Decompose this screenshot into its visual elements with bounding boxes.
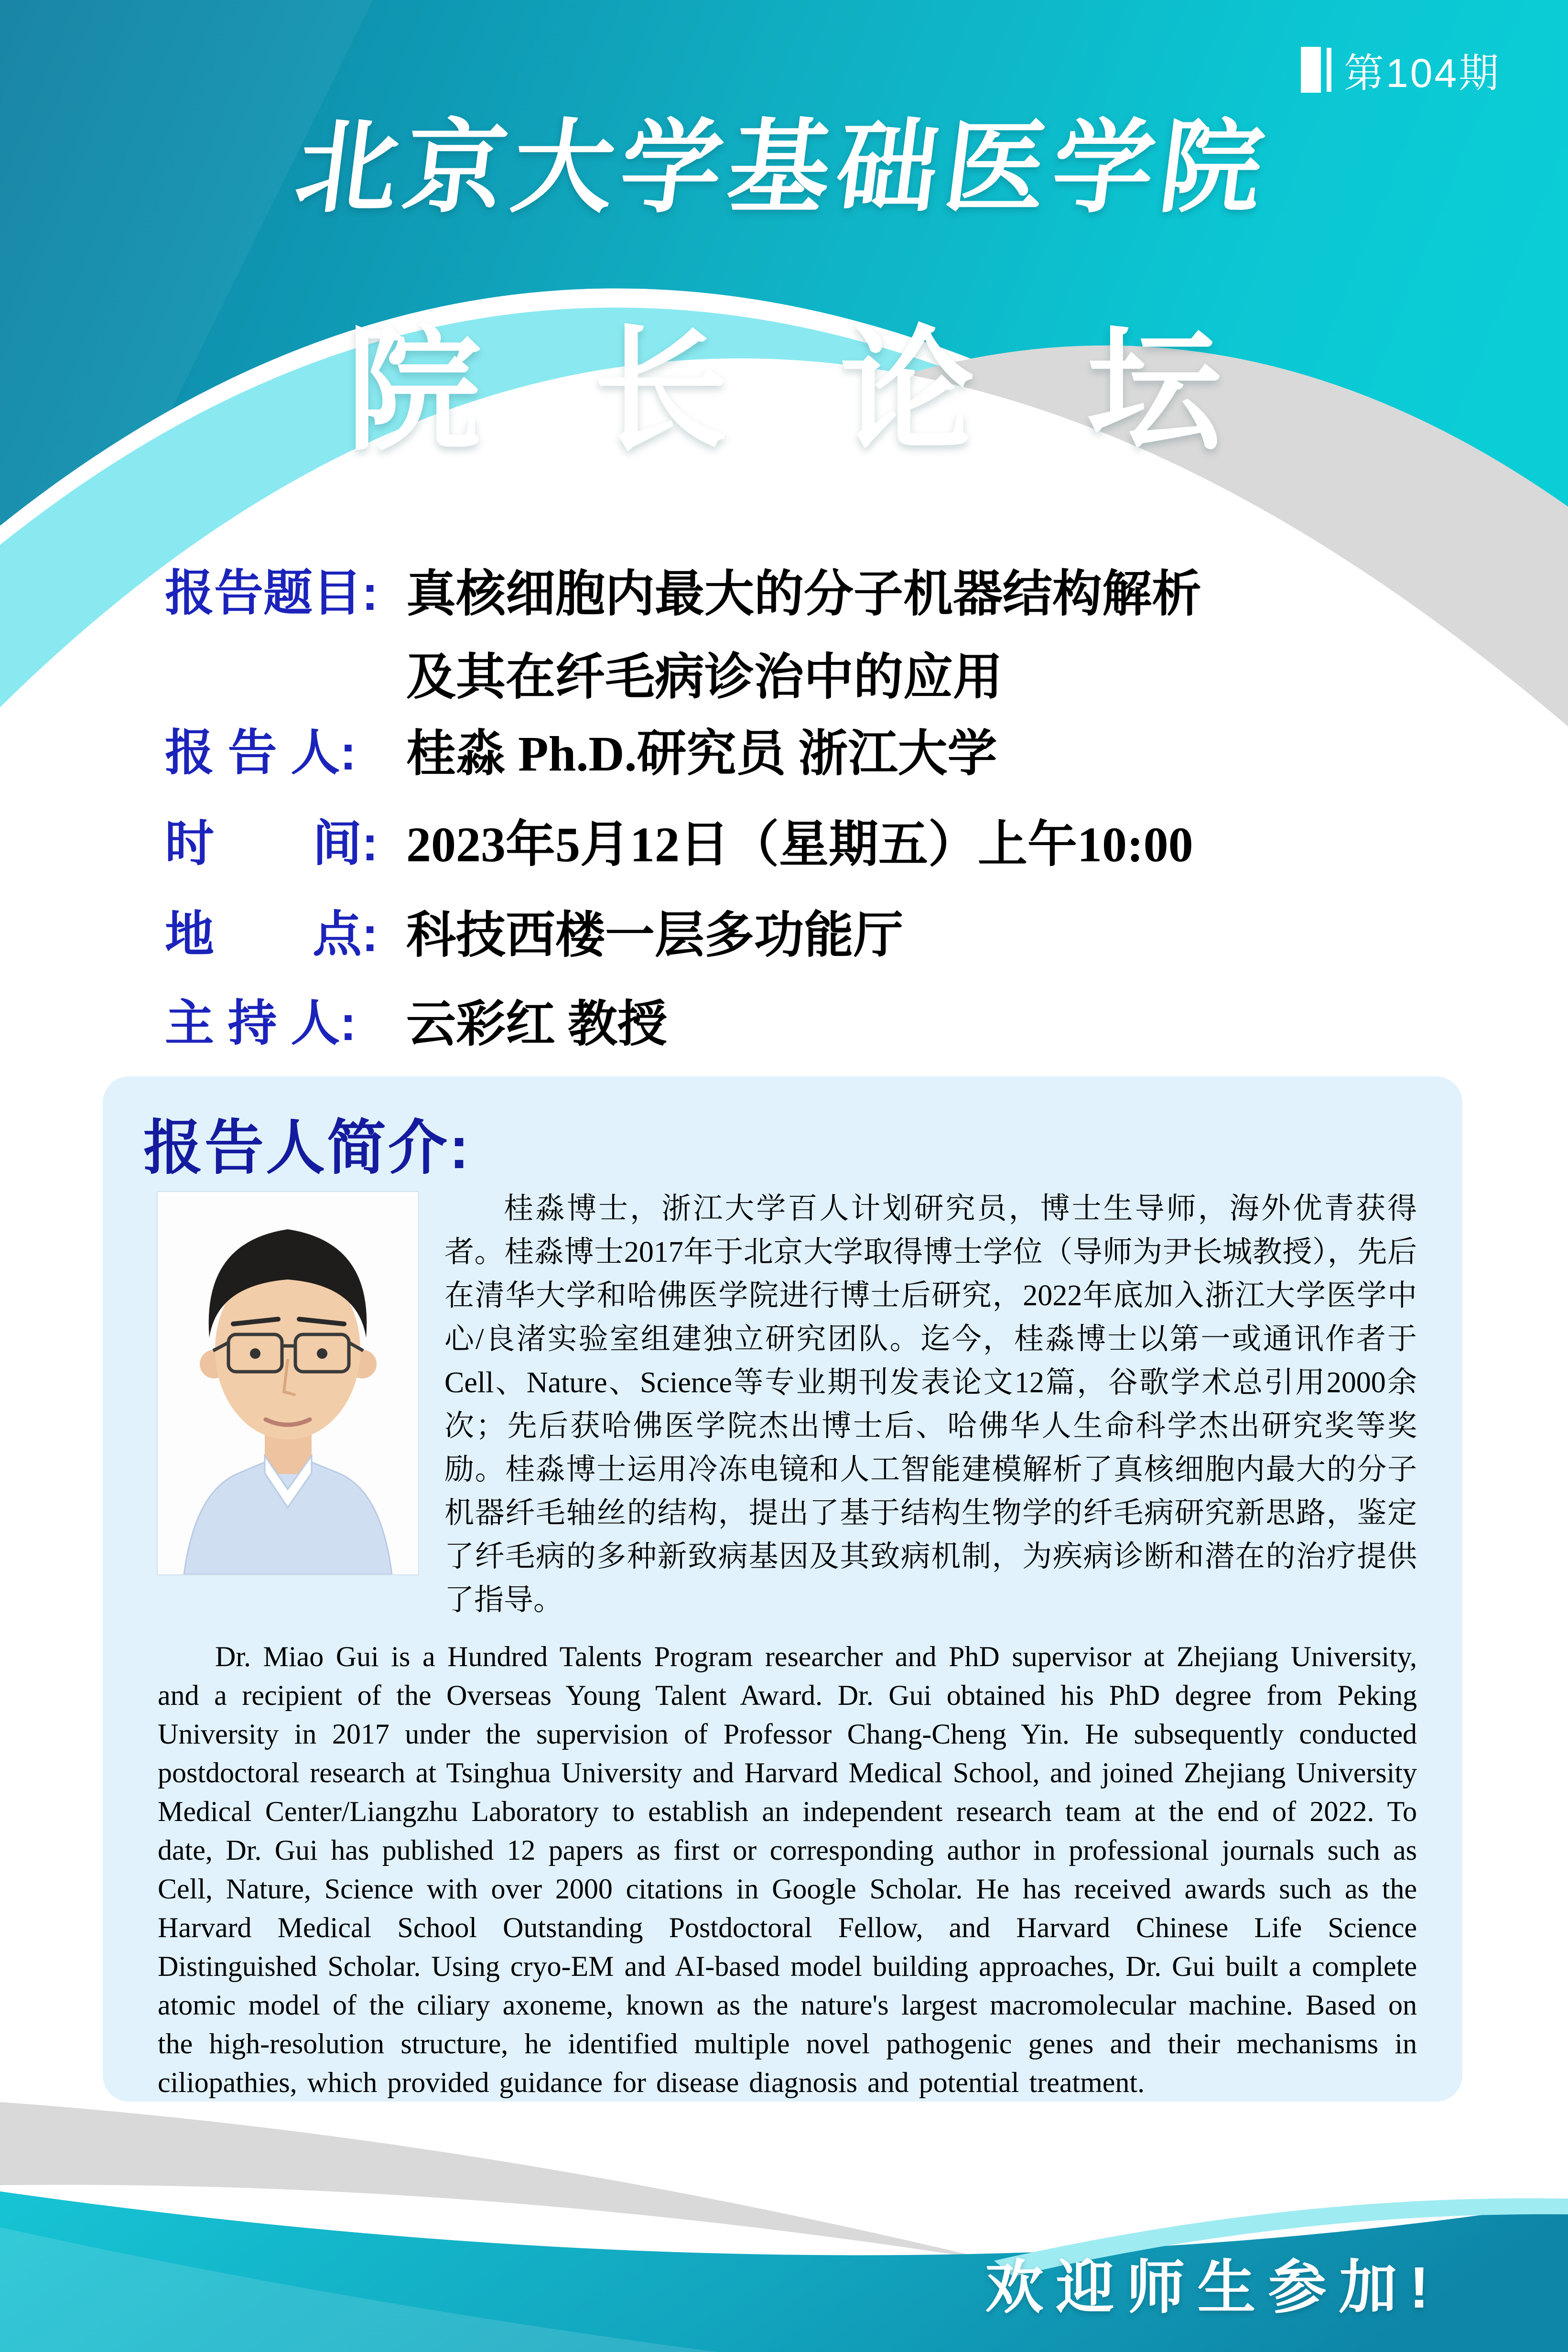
bio-english-paragraph: Dr. Miao Gui is a Hundred Talents Program researcher and PhD supervisor at Zhejiang University, and a recipient of the Overseas Young Talent Award. Dr. Gui obtained his PhD degree from Peking University in 2017 under the supervision of Professor Chang-Cheng Yin. He subsequently conducted postdoctoral research at Tsinghua University and Harvard Medical School, and joined Zhejiang University Medical Center/Liangzhu Laboratory to establish an independent research team at the end of 2022. To date, Dr. Gui has published 12 papers as first or corresponding author in professional journals such as Cell, Nature, Science with over 2000 citations in Google Scholar. He has received awards such as the Harvard Medical School Outstanding Postdoctoral Fellow, and Harvard Chinese Life Science Distinguished Scholar. Using cryo-EM and AI-based model building approaches, Dr. Gui built a complete atomic model of the ciliary axoneme, known as the nature's largest macromolecular machine. Based on the high-resolution structure, he identified multiple novel pathogenic genes and their mechanisms in ciliopathies, which provided guidance for disease diagnosis and potential treatment.: [158, 1641, 1417, 2098]
speaker-label: 报 告 人:: [165, 725, 357, 780]
info-row-topic-line2: [0, 637, 1568, 708]
bio-section-title: 报告人简介:: [143, 1115, 471, 1181]
speaker-bio-box: [103, 1076, 1462, 2102]
info-row-topic: [0, 553, 1568, 625]
topic-value-line1: 真核细胞内最大的分子机器结构解析: [406, 567, 1202, 622]
info-row-host: [0, 984, 1568, 1055]
info-row-time: [0, 804, 1568, 876]
speaker-photo: [158, 1192, 418, 1574]
bio-chinese-paragraph: 桂淼博士，浙江大学百人计划研究员，博士生导师，海外优青获得者。桂淼博士2017年于北京大学取得博士学位（导师为尹长城教授），先后在清华大学和哈佛医学院进行博士后研究，2022年底加入浙江大学医学中心/良渚实验室组建独立研究团队。迄今，桂淼博士以第一或通讯作者于Cell、Nature、Science等专业期刊发表论文12篇，谷歌学术总引用2000余次；先后获哈佛医学院杰出博士后、哈佛华人生命科学杰出研究奖等奖励。桂淼博士运用冷冻电镜和人工智能建模解析了真核细胞内最大的分子机器纤毛轴丝的结构，提出了基于结构生物学的纤毛病研究新思路，鉴定了纤毛病的多种新致病基因及其致病机制，为疾病诊断和潜在的治疗提供了指导。: [444, 1192, 1417, 1616]
info-row-speaker: [0, 713, 1568, 785]
issue-number: 第104期: [1344, 50, 1501, 96]
place-label: 地 点:: [165, 907, 378, 962]
badge-line-icon: [1327, 48, 1331, 92]
welcome-message: 欢迎师生参加!: [985, 2255, 1441, 2320]
place-value: 科技西楼一层多功能厅: [406, 908, 904, 963]
topic-label: 报告题目:: [165, 565, 378, 620]
organization-title: 北京大学基础医学院: [290, 112, 1276, 225]
info-row-place: [0, 895, 1568, 966]
time-value: 2023年5月12日（星期五）上午10:00: [406, 817, 1193, 872]
bio-content: [158, 1187, 1417, 2102]
topic-value-line2: 及其在纤毛病诊治中的应用: [406, 650, 1003, 705]
host-value: 云彩红 教授: [406, 997, 668, 1052]
host-label: 主 持 人:: [165, 996, 357, 1051]
forum-title: 院 长 论 坛: [346, 315, 1259, 466]
speaker-value: 桂淼 Ph.D.研究员 浙江大学: [406, 726, 997, 781]
time-label: 时 间:: [165, 816, 378, 871]
